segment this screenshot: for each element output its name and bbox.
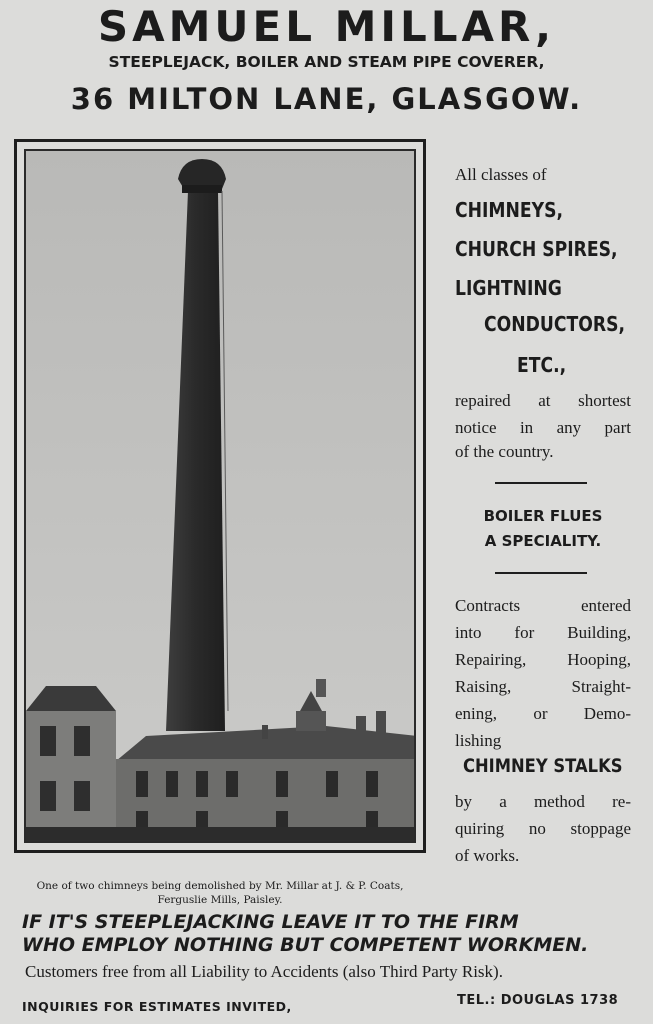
service-item: ETC.,: [517, 353, 567, 377]
services-intro: All classes of: [455, 165, 547, 184]
divider: [495, 572, 587, 574]
service-item: CONDUCTORS,: [484, 312, 626, 336]
chimney-photo: [14, 139, 426, 853]
boiler-line: BOILER FLUES: [483, 507, 603, 525]
caption-line: One of two chimneys being demolished by Mr. Millar at J. & P. Coats,: [36, 880, 404, 892]
chimney-stalks-heading: CHIMNEY STALKS: [463, 755, 623, 777]
liability-note: Customers free from all Liability to Accidents (also Third Party Risk).: [25, 962, 503, 981]
divider: [495, 482, 587, 484]
boiler-speciality: [445, 504, 641, 554]
contracts-text: [455, 592, 631, 754]
contracts-line: ening, or Demo-: [455, 704, 631, 723]
caption-line: Ferguslie Mills, Paisley.: [157, 894, 283, 906]
method-line: by a method re-: [455, 792, 631, 811]
repair-line: notice in any part: [455, 418, 631, 437]
method-line: of works.: [455, 846, 520, 865]
method-text: [455, 788, 631, 869]
telephone-number: TEL.: DOUGLAS 1738: [457, 993, 619, 1008]
contracts-line: Raising, Straight-: [455, 677, 631, 696]
inquiries-note: INQUIRIES FOR ESTIMATES INVITED,: [22, 999, 292, 1014]
contracts-line: Repairing, Hooping,: [455, 650, 631, 669]
photo-caption: [20, 879, 420, 907]
chimney-photo-inner-border: [24, 149, 416, 843]
method-line: quiring no stoppage: [455, 819, 631, 838]
advertiser-trade: STEEPLEJACK, BOILER AND STEAM PIPE COVERER,: [108, 53, 545, 71]
contracts-line: Contracts entered: [455, 596, 631, 615]
boiler-line: A SPECIALITY.: [484, 532, 602, 550]
slogan-line-2: WHO EMPLOY NOTHING BUT COMPETENT WORKMEN.: [22, 934, 589, 956]
contracts-line: into for Building,: [455, 623, 631, 642]
service-item: LIGHTNING: [455, 276, 562, 300]
service-item: CHURCH SPIRES,: [455, 237, 618, 261]
repair-line: repaired at shortest: [455, 391, 631, 410]
advertiser-address: 36 MILTON LANE, GLASGOW.: [70, 82, 583, 116]
slogan-line-1: IF IT'S STEEPLEJACKING LEAVE IT TO THE FIRM: [22, 911, 519, 933]
advertiser-name: SAMUEL MILLAR,: [97, 2, 556, 51]
service-item: CHIMNEYS,: [455, 198, 564, 222]
contracts-line: lishing: [455, 731, 502, 750]
repair-line: of the country.: [455, 442, 554, 461]
chimney-illustration: [26, 151, 416, 843]
